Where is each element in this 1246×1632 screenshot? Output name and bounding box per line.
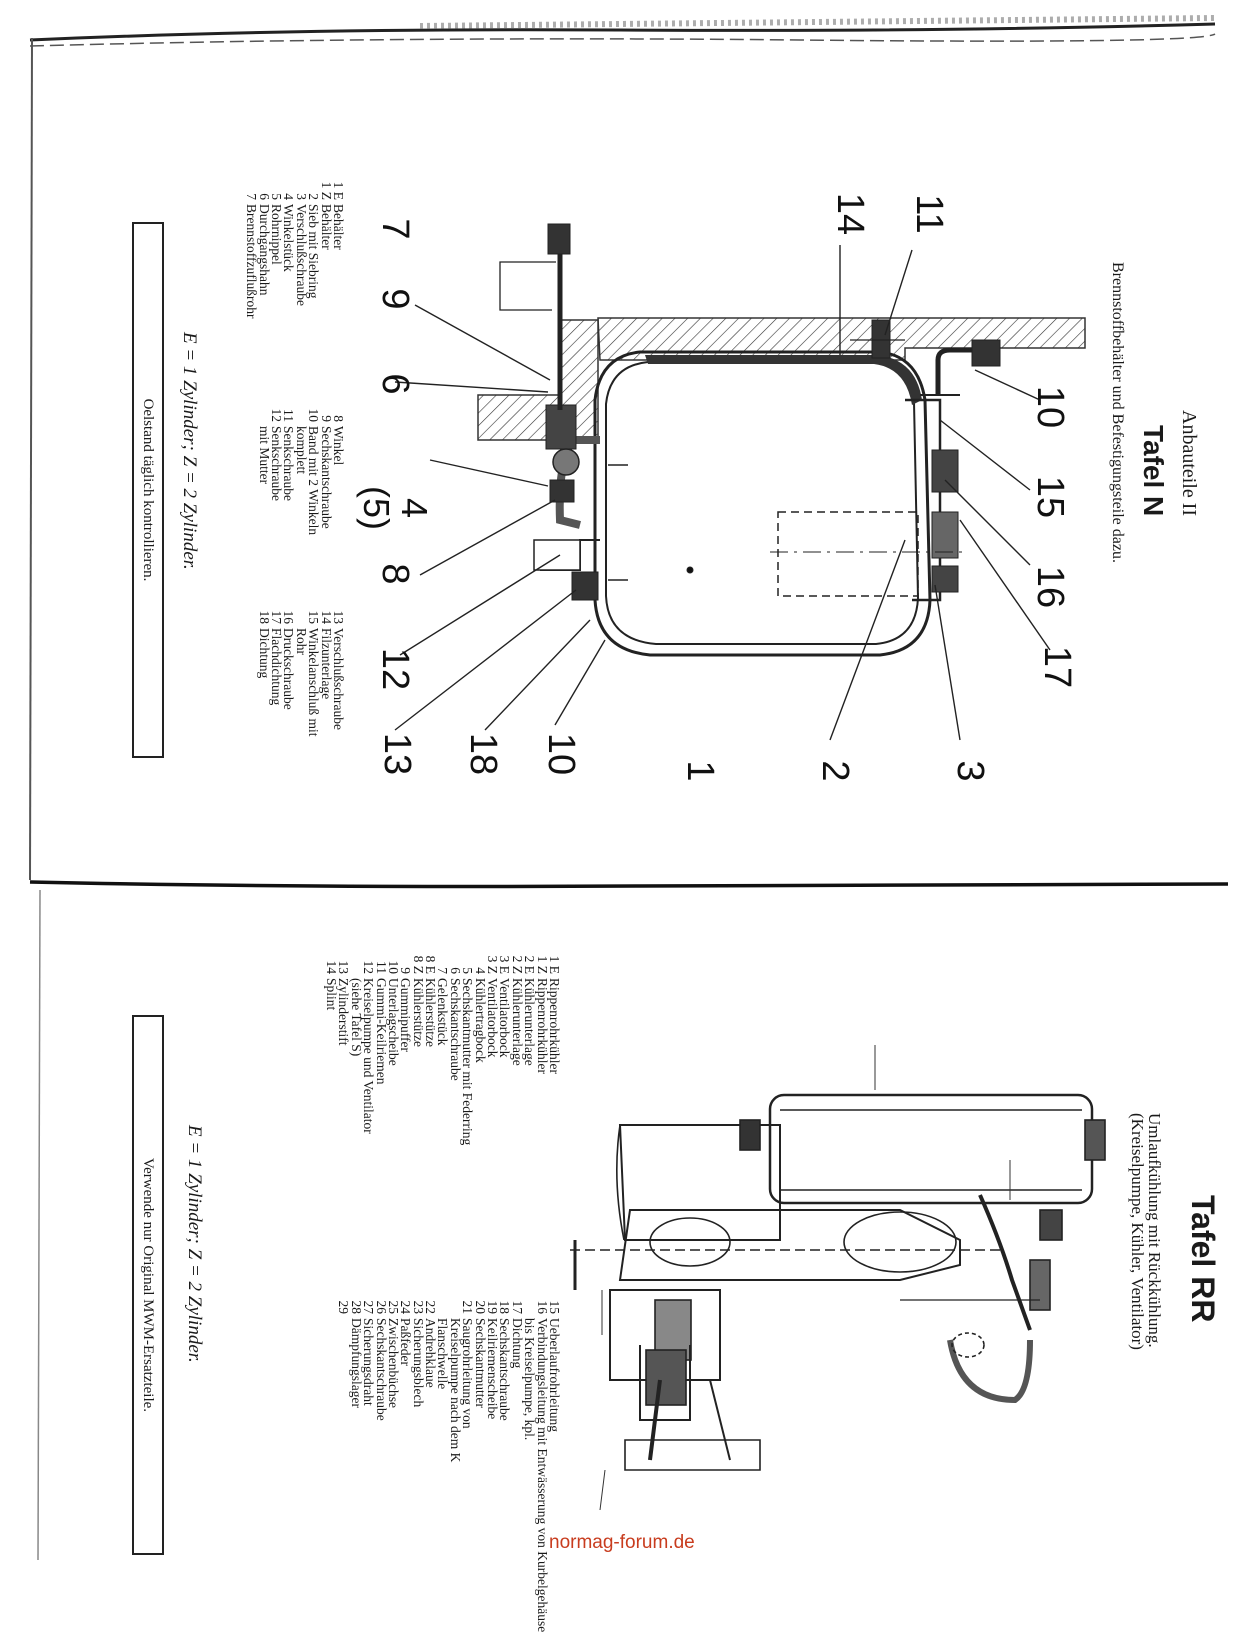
list-item: 6Sechskantschraube bbox=[447, 967, 463, 1081]
list-item: 5Sechskantmutter mit Federring bbox=[460, 967, 476, 1146]
scan-top-edge bbox=[30, 18, 1215, 46]
tafel-n-callout-10-top: 10 bbox=[1029, 385, 1071, 429]
fuel-tank-drawing bbox=[478, 224, 1085, 655]
tafel-n-callout-18: 18 bbox=[462, 732, 504, 776]
tafel-n-legend bbox=[178, 332, 200, 570]
tafel-n-legend-text: E = 1 Zylinder; Z = 2 Zylinder. bbox=[179, 332, 200, 570]
tafel-n-callout-2: 2 bbox=[814, 760, 856, 782]
list-item: 8Winkel bbox=[331, 415, 346, 466]
tafel-n-subtitle-block bbox=[1108, 262, 1126, 563]
list-item: 1 ERippenrohrkühler bbox=[547, 955, 562, 1074]
list-item: 18Dichtung bbox=[256, 610, 272, 679]
tafel-n-heading bbox=[1178, 410, 1200, 516]
list-item: 14Filzunterlage bbox=[318, 610, 334, 700]
list-item: 9Gummipuffer bbox=[398, 967, 414, 1052]
list-item: 12Kreiselpumpe und Ventilator bbox=[361, 960, 377, 1134]
tafel-n-callout-17: 17 bbox=[1036, 645, 1078, 689]
list-item: 29 bbox=[336, 1300, 352, 1314]
tafel-rr-legend-text: E = 1 Zylinder; Z = 2 Zylinder. bbox=[184, 1125, 205, 1363]
list-item: 6Durchgangshahn bbox=[256, 193, 272, 296]
list-item: 7Gelenkstück bbox=[435, 967, 451, 1046]
tafel-n-notice-text: Oelstand täglich kontrollieren. bbox=[140, 398, 157, 582]
list-item: mit Mutter bbox=[256, 426, 272, 485]
list-item: 9Sechskantschraube bbox=[318, 415, 334, 529]
tafel-n-parts-col2 bbox=[257, 398, 344, 535]
tafel-n-callout-4-5: 4 (5) bbox=[356, 486, 435, 530]
list-item: komplett bbox=[293, 426, 309, 474]
list-item: (siehe Tafel S) bbox=[348, 978, 364, 1057]
tafel-n-title-block bbox=[1138, 425, 1168, 516]
list-item: 13Verschlußschraube bbox=[331, 610, 346, 730]
cooling-assembly-drawing bbox=[570, 1095, 1105, 1470]
list-item: 7Brennstoffzuflußrohr bbox=[244, 193, 260, 319]
list-item: 4Kühlertragbock bbox=[472, 967, 488, 1063]
tafel-n-callout-9: 9 bbox=[374, 288, 416, 310]
tafel-n-callout-10-bottom: 10 bbox=[540, 732, 582, 776]
list-item: 3 ZVentilatorbock bbox=[485, 955, 501, 1058]
tafel-rr-parts-col1 bbox=[325, 950, 560, 1145]
list-item: 25Zwischenbüchse bbox=[385, 1300, 401, 1408]
tafel-n-notice-box bbox=[132, 222, 164, 758]
list-item: 4Winkelstück bbox=[281, 193, 297, 272]
list-item: 2Sieb mit Siebring bbox=[306, 193, 322, 299]
list-item: 11Gummi-Keilriemen bbox=[373, 961, 389, 1085]
tafel-n-parts-col3 bbox=[257, 600, 344, 737]
list-item: 22Andrehklaue bbox=[423, 1300, 439, 1388]
list-item: 28Dämpfungslager bbox=[348, 1300, 364, 1408]
list-item: Rohr bbox=[293, 628, 309, 655]
tafel-rr-subtitle-1: Umlaufkühlung mit Rückkühlung. bbox=[1145, 1113, 1164, 1348]
tafel-n-callout-12: 12 bbox=[374, 647, 416, 691]
list-item: 10Unterlagscheibe bbox=[385, 960, 401, 1066]
tafel-n-subtitle: Brennstoffbehälter und Befestigungsteile dazu. bbox=[1109, 262, 1126, 563]
tafel-rr-notice-box bbox=[132, 1015, 164, 1555]
tafel-n-series: Anbauteile II bbox=[1178, 410, 1200, 517]
tafel-n-title: Tafel N bbox=[1138, 425, 1169, 517]
tafel-n-callout-6: 6 bbox=[374, 373, 416, 395]
tafel-n-callout-13: 13 bbox=[376, 732, 418, 776]
list-item: 21Saugrohrleitung von bbox=[460, 1300, 476, 1429]
list-item: 19Keilriemenscheibe bbox=[485, 1300, 501, 1420]
left-edge-top bbox=[30, 38, 32, 880]
tafel-rr-parts-col2 bbox=[337, 1290, 560, 1632]
tafel-n-parts-col1 bbox=[245, 176, 344, 318]
tafel-n-callout-14: 14 bbox=[829, 192, 871, 236]
list-item: 20Sechskantmutter bbox=[472, 1300, 488, 1408]
list-item: bis Kreiselpumpe, kpl. bbox=[522, 1318, 538, 1441]
list-item: 15Winkelanschluß mit bbox=[306, 610, 322, 737]
list-item: 23Sicherungsblech bbox=[410, 1300, 426, 1408]
tafel-n-callout-11: 11 bbox=[908, 194, 950, 234]
list-item: 8 EKühlerstütze bbox=[423, 955, 439, 1047]
page-fold-line bbox=[30, 882, 1228, 887]
tafel-rr-title-block bbox=[1186, 1195, 1220, 1322]
tafel-rr-title: Tafel RR bbox=[1185, 1195, 1221, 1323]
left-edge-bottom bbox=[38, 890, 40, 1560]
list-item: 24Paßfeder bbox=[398, 1300, 414, 1366]
list-item: 11Senkschraube bbox=[281, 409, 297, 501]
tafel-rr-legend bbox=[183, 1125, 205, 1363]
list-item: 15Ueberlaufrohrleitung bbox=[547, 1300, 562, 1432]
list-item: 16Druckschraube bbox=[281, 610, 297, 710]
list-item: 2 EKühlerunterlage bbox=[522, 955, 538, 1066]
list-item: 17Flachdichtung bbox=[269, 610, 285, 706]
list-item: 3 EVentilatorbock bbox=[497, 955, 513, 1058]
list-item: 12Senkschraube bbox=[269, 408, 285, 501]
list-item: 14Splint bbox=[323, 960, 339, 1011]
list-item: 1 ZRippenrohrkühler bbox=[534, 955, 550, 1074]
tafel-n-callout-3: 3 bbox=[949, 760, 991, 782]
list-item: 2 ZKühlerunterlage bbox=[509, 955, 525, 1066]
watermark-link[interactable]: normag-forum.de bbox=[549, 1532, 695, 1553]
list-item: 10Band mit 2 Winkeln bbox=[306, 408, 322, 536]
list-item: 17Dichtung bbox=[509, 1300, 525, 1369]
list-item: 5Rohrnippel bbox=[269, 193, 285, 265]
tafel-n-callout-15: 15 bbox=[1029, 475, 1071, 519]
list-item: 27Sicherungsdraht bbox=[361, 1300, 377, 1406]
list-item: 16Verbindungsleitung mit Entwässerung von Kurbelgehäuse bbox=[534, 1300, 550, 1632]
list-item: 1 ZBehälter bbox=[318, 181, 334, 250]
list-item: 3Verschlußschraube bbox=[293, 193, 309, 306]
tafel-rr-subtitle-2: (Kreiselpumpe, Kühler, Ventilator) bbox=[1128, 1113, 1147, 1350]
tafel-n-callout-7: 7 bbox=[374, 218, 416, 240]
list-item: 18Sechskantschraube bbox=[497, 1300, 513, 1421]
tafel-rr-notice-text: Verwende nur Original MWM-Ersatzteile. bbox=[140, 1157, 157, 1413]
tafel-n-callout-1: 1 bbox=[679, 760, 721, 782]
list-item: 26Sechskantschraube bbox=[373, 1300, 389, 1421]
list-item: Kreiselpumpe nach dem K bbox=[447, 1318, 463, 1463]
list-item: 13Zylinderstift bbox=[336, 960, 352, 1046]
tafel-n-callout-8: 8 bbox=[374, 563, 416, 585]
list-item: 8 ZKühlerstütze bbox=[410, 955, 426, 1047]
list-item: 1 EBehälter bbox=[331, 181, 346, 250]
tafel-rr-subtitle-block bbox=[1129, 1113, 1163, 1350]
tafel-n-callout-16: 16 bbox=[1029, 565, 1071, 609]
list-item: Flanschwelle bbox=[435, 1318, 451, 1390]
